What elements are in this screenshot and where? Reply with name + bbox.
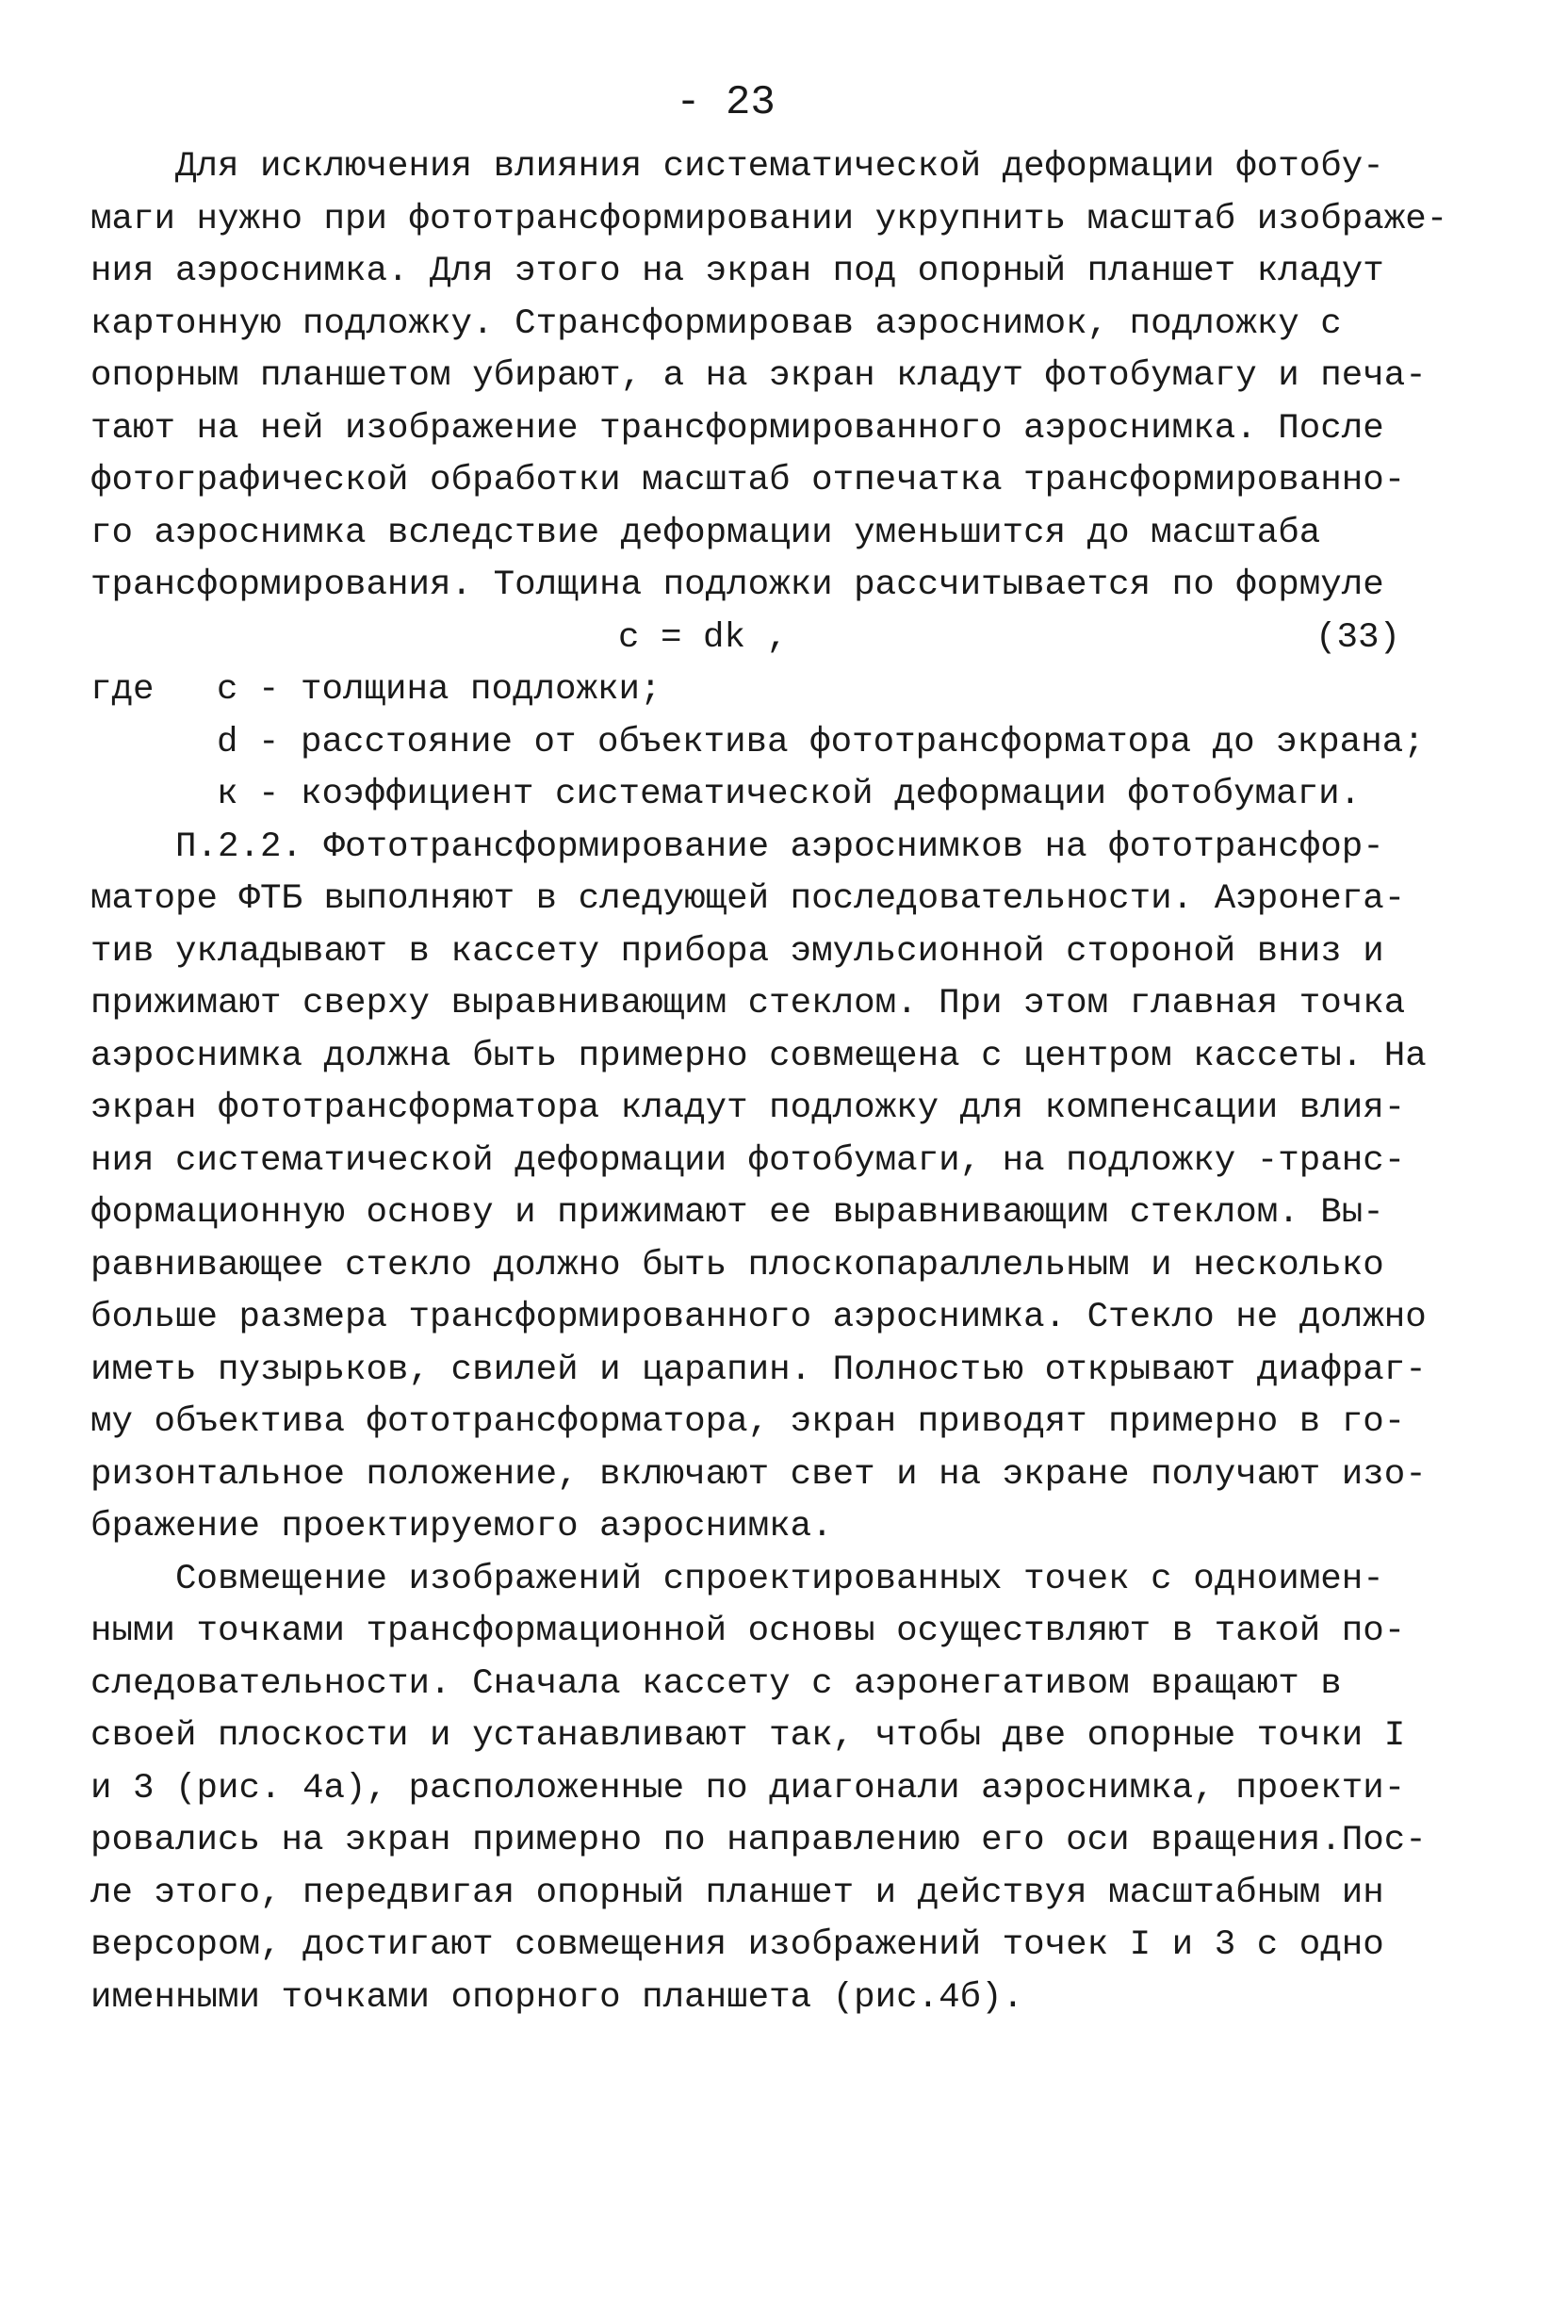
page-number: - 23 — [676, 79, 776, 126]
text-line: трансформирования. Толщина подложки рассчитывается по формуле — [90, 565, 1384, 605]
paragraph-procedure — [90, 822, 1466, 1554]
text-line: ния аэроснимка. Для этого на экран под опорный планшет кладут — [90, 252, 1384, 291]
definition-row — [90, 717, 1466, 770]
text-line: ле этого, передвигая опорный планшет и действуя масштабным ин — [90, 1873, 1384, 1913]
text-line: экран фототрансформатора кладут подложку для компенсации влия- — [90, 1088, 1406, 1128]
definition-text: - коэффициент систематической деформации фотобумаги. — [258, 775, 1362, 814]
text-line: бражение проектируемого аэроснимка. — [90, 1507, 833, 1547]
text-line: тают на ней изображение трансформированного аэроснимка. После — [90, 408, 1384, 449]
paragraph-deformation — [90, 141, 1466, 2024]
text-line: аэроснимка должна быть примерно совмещена с центром кассеты. На — [90, 1036, 1427, 1076]
definition-text: - толщина подложки; — [258, 670, 662, 710]
text-line: версором, достигают совмещения изображений точек I и 3 с одно — [90, 1925, 1384, 1965]
text-line: маторе ФТБ выполняют в следующей последовательности. Аэронега- — [90, 879, 1406, 919]
definition-row — [90, 664, 1466, 717]
definition-symbol: d — [217, 722, 238, 762]
definition-row — [90, 769, 1466, 822]
text-line: му объектива фототрансформатора, экран приводят примерно в го- — [90, 1402, 1406, 1442]
text-line: фотографической обработки масштаб отпечатка трансформированно- — [90, 461, 1406, 500]
text-line: формационную основу и прижимают ее выравнивающим стеклом. Вы- — [90, 1193, 1384, 1233]
text-line: ризонтальное положение, включают свет и на экране получают изо- — [90, 1454, 1427, 1495]
text-line: следовательности. Сначала кассету с аэронегативом вращают в — [90, 1663, 1342, 1704]
text-line: Для исключения влияния систематической деформации фотобу- — [90, 147, 1384, 187]
paragraph-alignment — [90, 1554, 1466, 2025]
text-line: го аэроснимка вследствие деформации уменьшится до масштаба — [90, 513, 1321, 553]
text-line: больше размера трансформированного аэроснимка. Стекло не должно — [90, 1298, 1427, 1337]
text-line: маги нужно при фототрансформировании укрупнить масштаб изображе- — [90, 199, 1448, 239]
text-line: именными точками опорного планшета (рис.4б). — [90, 1977, 1024, 2018]
text-line: своей плоскости и устанавливают так, чтобы две опорные точки I — [90, 1716, 1406, 1756]
definition-symbol: к — [217, 775, 238, 814]
text-line: П.2.2. Фототрансформирование аэроснимков на фототрансфор- — [90, 826, 1384, 867]
text-line: и 3 (рис. 4а), расположенные по диагонали аэроснимка, проекти- — [90, 1768, 1406, 1808]
text-line: ровались на экран примерно по направлению его оси вращения.Пос- — [90, 1821, 1427, 1860]
text-line: Совмещение изображений спроектированных точек с одноимен- — [90, 1559, 1384, 1599]
text-line: прижимают сверху выравнивающим стеклом. При этом главная точка — [90, 984, 1406, 1023]
definition-text: - расстояние от объектива фототрансформатора до экрана; — [258, 722, 1425, 762]
text-line: тив укладывают в кассету прибора эмульсионной стороной вниз и — [90, 931, 1384, 972]
text-line: ными точками трансформационной основы осуществляют в такой по- — [90, 1612, 1406, 1651]
formula: c = dk , — [618, 617, 789, 658]
text-line: равнивающее стекло должно быть плоскопараллельным и несколько — [90, 1245, 1384, 1285]
equation-number: (33) — [1315, 617, 1401, 658]
definition-symbol: c — [217, 670, 238, 710]
formula-row — [90, 613, 1466, 665]
text-line: опорным планшетом убирают, а на экран кладут фотобумагу и печа- — [90, 356, 1427, 396]
text-line: ния систематической деформации фотобумаги, на подложку -транс- — [90, 1140, 1406, 1181]
text-line: картонную подложку. Странсформировав аэроснимок, подложку с — [90, 303, 1342, 344]
where-label: где — [90, 670, 155, 710]
text-line: иметь пузырьков, свилей и царапин. Полностью открывают диафраг- — [90, 1350, 1427, 1390]
